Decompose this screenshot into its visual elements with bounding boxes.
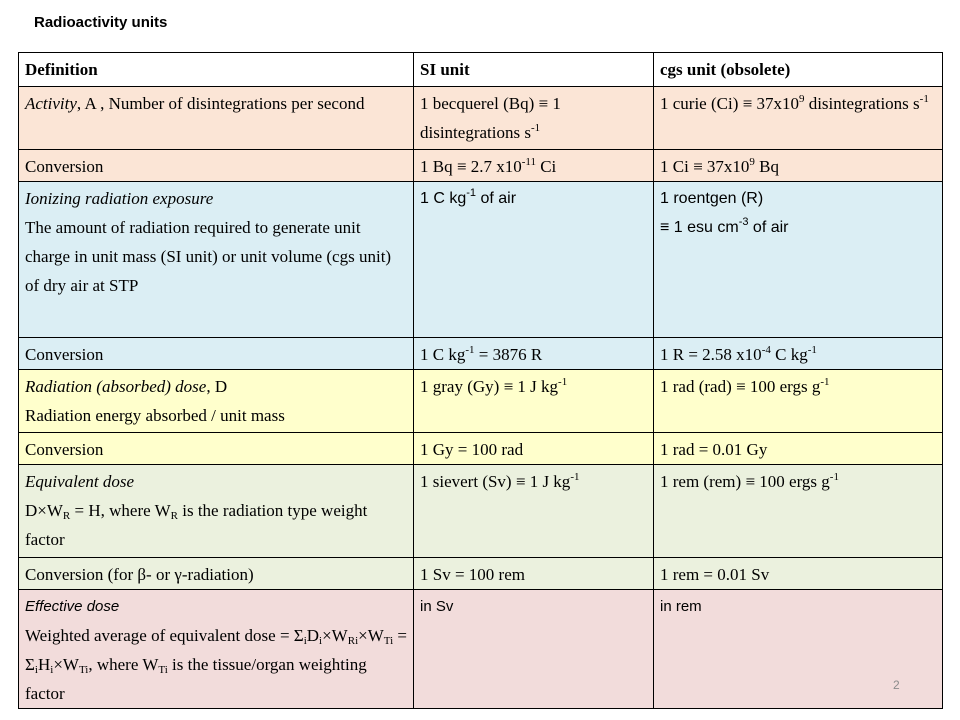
header-definition: Definition <box>19 53 414 87</box>
effective-definition: Effective dose Weighted average of equivalent dose = $\Sigma_iD_i\times W_{Ri}\times W_{Ti} = \Sigma_iH_i\times W_{Ti}$, where $W_{Ti}$ is the tissue/organ weighting factor <box>19 590 414 709</box>
equivalence-symbol: ≡ <box>538 94 549 113</box>
activity-conversion-si: 1 Bq ≡ 2.7 $x10^{-11}$ Ci <box>414 150 654 182</box>
equivalent-conversion-row <box>19 558 943 590</box>
radioactivity-units-table <box>18 52 943 709</box>
equivalent-si: 1 sievert (Sv) ≡ 1 J $kg^{-1}$ <box>414 465 654 558</box>
header-si-unit: SI unit <box>414 53 654 87</box>
absorbed-definition: Radiation (absorbed) dose, D Radiation energy absorbed / unit mass <box>19 370 414 433</box>
absorbed-si: 1 gray (Gy) ≡ 1 J $kg^{-1}$ <box>414 370 654 433</box>
activity-si: 1 becquerel (Bq) ≡ 1 disintegrations $s^{-1}$ <box>414 87 654 150</box>
absorbed-conversion-si: 1 Gy = 100 rad <box>414 433 654 465</box>
slide-title: Radioactivity units <box>34 14 168 31</box>
equivalent-definition: Equivalent dose $D\times W_R = H$, where $W_R$ is the radiation type weight factor <box>19 465 414 558</box>
activity-conversion-row <box>19 150 943 182</box>
effective-dose-row <box>19 590 943 709</box>
ionizing-conversion-si: 1 C $kg^{-1} = 3876$ R <box>414 338 654 370</box>
equivalent-dose-row <box>19 465 943 558</box>
effective-cgs: in rem <box>654 590 943 709</box>
equivalent-cgs: 1 rem (rem) ≡ 100 ergs $g^{-1}$ <box>654 465 943 558</box>
header-cgs-unit: cgs unit (obsolete) <box>654 53 943 87</box>
ionizing-conversion-label: Conversion <box>19 338 414 370</box>
ionizing-conversion-cgs: 1 R = 2.58 $x10^{-4}$ C $kg^{-1}$ <box>654 338 943 370</box>
absorbed-dose-row <box>19 370 943 433</box>
ionizing-si: 1 C $kg^{-1}$ of air <box>414 182 654 338</box>
equivalent-conversion-si: 1 Sv = 100 rem <box>414 558 654 590</box>
activity-cgs: 1 curie $(Ci) \equiv 37x10^9$ disintegrations $s^{-1}$ <box>654 87 943 150</box>
ionizing-definition: Ionizing radiation exposure The amount of radiation required to generate unit charge in unit mass (SI unit) or unit volume (cgs unit) of dry air at STP <box>19 182 414 338</box>
ionizing-conversion-row <box>19 338 943 370</box>
absorbed-conversion-cgs: 1 rad = 0.01 Gy <box>654 433 943 465</box>
activity-row <box>19 87 943 150</box>
equivalent-conversion-cgs: 1 rem = 0.01 Sv <box>654 558 943 590</box>
equivalent-conversion-label: Conversion (for β- or γ-radiation) <box>19 558 414 590</box>
header-row <box>19 53 943 87</box>
activity-conversion-cgs: 1 $Ci \equiv 37x10^9$ Bq <box>654 150 943 182</box>
absorbed-cgs: 1 rad (rad) ≡ 100 ergs $g^{-1}$ <box>654 370 943 433</box>
page-number: 2 <box>893 678 900 692</box>
absorbed-conversion-row <box>19 433 943 465</box>
equivalence-symbol: ≡ <box>742 94 753 113</box>
activity-definition: Activity, A , Number of disintegrations per second <box>19 87 414 150</box>
effective-si: in Sv <box>414 590 654 709</box>
activity-conversion-label: Conversion <box>19 150 414 182</box>
absorbed-conversion-label: Conversion <box>19 433 414 465</box>
ionizing-cgs: 1 roentgen (R) ≡ 1 esu $cm^{-3}$ of air <box>654 182 943 338</box>
ionizing-exposure-row <box>19 182 943 338</box>
